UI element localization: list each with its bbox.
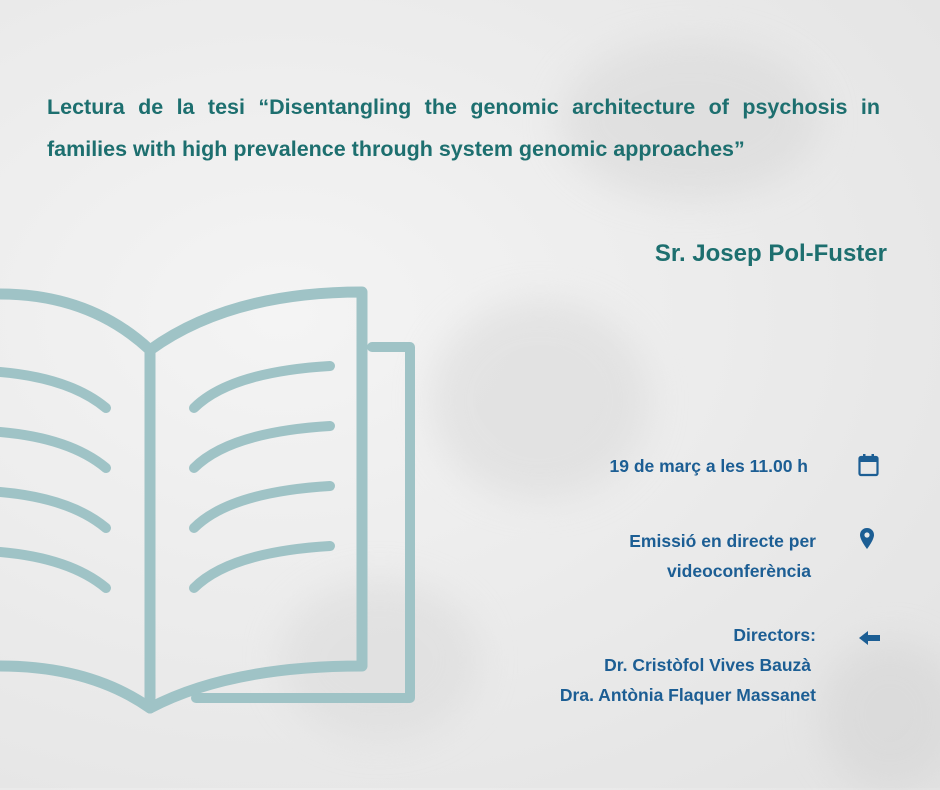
directors-block	[560, 620, 816, 710]
directors-label: Directors:	[733, 625, 816, 645]
arrow-left-icon	[858, 629, 881, 647]
location-line-2: videoconferència	[667, 561, 811, 581]
location-line-1: Emissió en directe per	[629, 531, 816, 551]
open-book-icon	[0, 280, 430, 720]
event-title: Lectura de la tesi “Disentangling the genomic architecture of psychosis in families with high prevalence through system genomic approaches”	[47, 95, 880, 161]
author-name: Sr. Josep Pol-Fuster	[654, 240, 887, 267]
event-date: 19 de març a les 11.00 h	[609, 456, 808, 476]
event-location	[629, 526, 816, 586]
director-2: Dra. Antònia Flaquer Massanet	[559, 685, 816, 705]
map-pin-icon	[859, 527, 875, 550]
background-stain	[820, 640, 940, 790]
director-1: Dr. Cristòfol Vives Bauzà	[604, 655, 811, 675]
calendar-icon	[858, 453, 879, 477]
